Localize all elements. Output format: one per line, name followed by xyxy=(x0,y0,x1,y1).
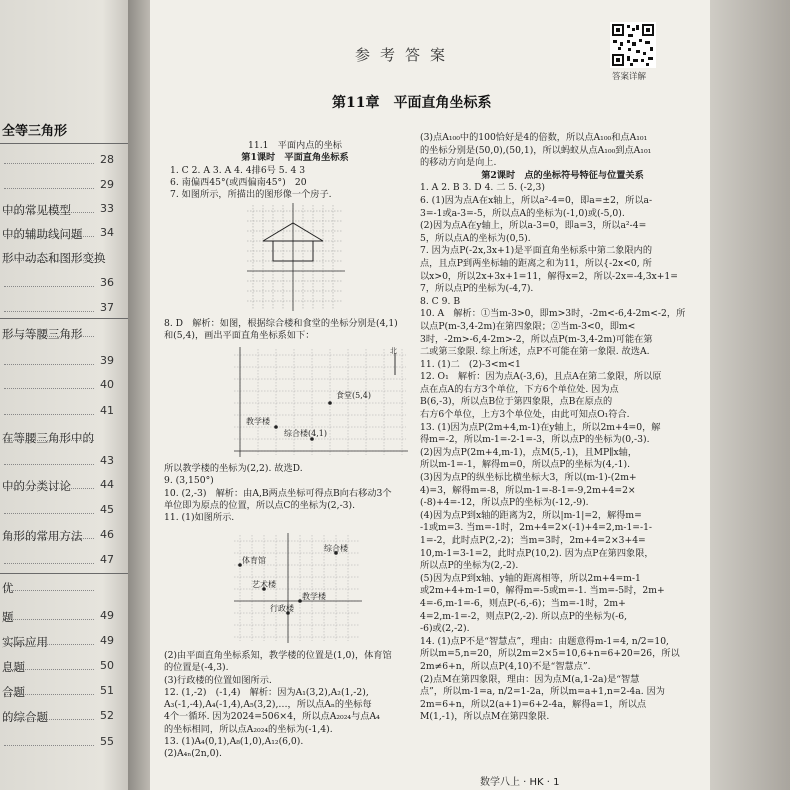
toc-row-title: 中的常见模型 xyxy=(2,203,71,217)
toc-row-title: 形中动态和图形变换 xyxy=(2,251,106,265)
table-edge xyxy=(710,0,790,790)
toc-row-page: 34 xyxy=(100,226,114,239)
grid-label-gym: 体育馆 xyxy=(242,556,266,565)
toc-row-title: 在等腰三角形中的 xyxy=(2,431,94,445)
toc-row-page: 40 xyxy=(100,378,114,391)
answer-line: 12. O₁ 解析：因为点A(-3,6)，且点A在第二象限，所以原 xyxy=(420,371,662,383)
qr-label: 答案详解 xyxy=(612,72,647,82)
grid-label-art: 艺术楼 xyxy=(252,580,276,589)
answer-line: (3)点A₁₀₀中的100恰好是4的倍数，所以点A₁₀₀和点A₁₀₁ xyxy=(420,132,648,143)
answer-line: 2m=6+n，所以2(a+1)=6+2-4a，解得a=1，所以点 xyxy=(420,698,647,710)
answer-line: 3=-1或a-3=-5，所以点A的坐标为(-1,0)或(-5,0). xyxy=(420,207,625,219)
answer-line: (2)点M在第四象限，理由：因为点M(a,1-2a)是“智慧 xyxy=(420,673,640,685)
answer-line: -6)或(2,-2). xyxy=(420,623,470,635)
answer-line: (3)行政楼的位置如图所示. xyxy=(164,674,272,686)
qr-code-icon[interactable] xyxy=(610,22,656,68)
answer-line: 或2m+4+m-1=0，解得m=-5或m=-1. 当m=-5时，2m+ xyxy=(420,585,665,597)
answer-line: (4)因为点P到x轴的距离为2，所以|m-1|=2，解得m= xyxy=(420,509,642,521)
answer-line: 14. (1)点P不是“智慧点”，理由：由题意得m-1=4, n/2=10, xyxy=(420,635,669,647)
grid-label-admin: 行政楼 xyxy=(270,604,294,613)
toc-leader xyxy=(4,388,94,389)
answer-line: 11. (1)二 (2)-3<m<1 xyxy=(420,358,521,370)
book-gutter xyxy=(128,0,150,790)
answer-line: 的位置是(-4,3). xyxy=(164,662,229,674)
toc-row-title: 中的分类讨论 xyxy=(2,479,71,493)
toc-row-title: 合题 xyxy=(2,685,25,699)
answer-line: 1. A 2. B 3. D 4. 二 5. (-2,3) xyxy=(420,182,545,194)
toc-leader xyxy=(4,311,94,312)
divider xyxy=(0,573,128,574)
answer-line: 点”，所以m-1=a, n/2=1-2a，所以m=a+1,n=2-4a. 因为 xyxy=(420,686,665,698)
toc-row-page: 36 xyxy=(100,276,114,289)
grid-label-complex: 综合楼(4,1) xyxy=(284,429,327,438)
toc-row-page: 47 xyxy=(100,553,114,566)
answer-line: 10,m-1=3-1=2，此时点P(10,2). 因为点P在第四象限， xyxy=(420,547,654,559)
answer-line: 7. 如图所示，所描出的图形像一个房子. xyxy=(170,189,332,201)
answer-line: 所以m=5,n=20，所以2m=2×5=10,6+n=6+20=26，所以 xyxy=(420,648,680,660)
answer-line: 4=2,m-1=-2，则点P(2,-2). 所以点P的坐标为(-6, xyxy=(420,610,628,622)
left-column-q8 xyxy=(164,318,424,343)
answer-line: 4个一循环. 因为2024=506×4，所以点A₂₀₂₄与点A₄ xyxy=(164,711,380,723)
answer-line: 8. D 解析：如图，根据综合楼和食堂的坐标分别是(4,1) xyxy=(164,318,398,329)
answer-line: (2)因为点P(2m+4,m-1)，点M(5,-1)，且MP∥x轴， xyxy=(420,446,638,458)
answer-line: 的坐标相同，所以点A₂₀₂₄的坐标为(-1,4). xyxy=(164,723,333,735)
answer-line: M(1,-1)，所以点M在第四象限. xyxy=(420,711,550,723)
answer-line: 二或第三象限. 综上所述，点P不可能在第一象限. 故选A. xyxy=(420,346,650,358)
answer-line: 和(5,4)，画出平面直角坐标系如下： xyxy=(164,330,315,342)
toc-leader xyxy=(4,590,94,591)
grid-label-complex: 综合楼 xyxy=(324,544,348,553)
answer-line: 以x>0，所以2x+3x+1=11，解得x=2，所以-2x=-4,3x+1= xyxy=(420,270,678,282)
toc-row-page: 45 xyxy=(100,503,114,516)
answer-line: 所以点P的坐标为(2,-2). xyxy=(420,560,519,572)
left-column-bottom xyxy=(164,650,429,761)
page-footer: 数学八上 · HK · 1 xyxy=(480,777,560,788)
divider xyxy=(0,318,128,319)
answer-page xyxy=(150,0,710,790)
answer-line: 5，所以点A的坐标为(0,5). xyxy=(420,232,531,244)
answer-line: B(6,-3)，所以点B位于第四象限，点B在原点的 xyxy=(420,396,613,408)
toc-leader xyxy=(4,188,94,189)
toc-leader xyxy=(4,563,94,564)
toc-row-title: 题 xyxy=(2,610,14,624)
answer-line: 所以m-1=-1，解得m=0，所以点P的坐标为(4,-1). xyxy=(420,459,630,471)
divider xyxy=(0,143,128,144)
answer-line: A₃(-1,-4),A₄(-1,4),A₅(3,2),…，所以点Aₙ的坐标每 xyxy=(164,699,372,711)
answer-line: 11.1 平面内点的坐标 xyxy=(248,140,342,151)
answer-line: 13. (1)A₄(0,1),A₈(1,0),A₁₂(6,0). xyxy=(164,736,304,748)
answer-line: 7，所以点P的坐标为(-4,7). xyxy=(420,283,534,295)
answer-line: 点，且点P到两坐标轴的距离之和为11，所以{-2x<0, 所 xyxy=(420,257,652,269)
grid-label-teaching: 教学楼 xyxy=(302,592,326,601)
answer-line: 的移动方向是向上. xyxy=(420,157,497,169)
toc-row-page: 49 xyxy=(100,634,114,647)
house-grid-figure xyxy=(245,203,345,313)
toc-row-page: 49 xyxy=(100,609,114,622)
toc-row-page: 55 xyxy=(100,735,114,748)
answer-line: 7. 因为点P(-2x,3x+1)是平面直角坐标系中第二象限内的 xyxy=(420,245,653,257)
answer-line: 4=-6,m-1=-6，则点P(-6,-6)；当m=-1时，2m+ xyxy=(420,597,626,609)
answer-line: 以点P(m-3,4-2m)在第四象限；②当m-3<0，即m< xyxy=(420,320,636,332)
answer-line: 13. (1)因为点P(2m+4,m-1)在y轴上，所以2m+4=0，解 xyxy=(420,421,661,433)
answer-line: 2m≠6+n，所以点P(4,10)不是“智慧点”. xyxy=(420,660,591,672)
toc-row-page: 41 xyxy=(100,404,114,417)
chapter-title: 第11章 平面直角坐标系 xyxy=(332,95,492,111)
toc-leader xyxy=(4,513,94,514)
toc-row-page: 43 xyxy=(100,454,114,467)
toc-leader xyxy=(4,286,94,287)
toc-row-page: 52 xyxy=(100,709,114,722)
toc-row-title: 的综合题 xyxy=(2,710,48,724)
answer-line: 4)=3，解得m=-8，所以m-1=-8-1=-9,2m+4=2× xyxy=(420,484,636,496)
answer-line: 10. (2,-3) 解析：由A,B两点坐标可得点B向右移动3个 xyxy=(164,487,392,499)
toc-leader xyxy=(4,163,94,164)
answer-line: 所以教学楼的坐标为(2,2). 故选D. xyxy=(164,463,303,474)
grid-label-north: 北 xyxy=(390,347,397,355)
answer-line: (2)A₄ₙ(2n,0). xyxy=(164,748,222,760)
toc-row-title: 角形的常用方法 xyxy=(2,529,83,543)
answer-line: -1或m=3. 当m=-1时，2m+4=2×(-1)+4=2,m-1=-1- xyxy=(420,522,653,534)
answer-line: 6. 南偏西45°(或西偏南45°) 20 xyxy=(170,176,307,188)
toc-heading: 全等三角形 xyxy=(2,124,68,139)
toc-row-page: 50 xyxy=(100,659,114,672)
answer-line: (5)因为点P到x轴、y轴的距离相等，所以2m+4=m-1 xyxy=(420,572,641,584)
answer-line: (2)因为点A在y轴上，所以a-3=0，即a=3，所以a²-4= xyxy=(420,220,647,232)
toc-row-page: 44 xyxy=(100,478,114,491)
left-column-top xyxy=(170,140,420,201)
toc-leader xyxy=(4,619,94,620)
toc-row-title: 中的辅助线问题 xyxy=(2,227,83,241)
toc-row-page: 29 xyxy=(100,178,114,191)
answer-line: 得m=-2，所以m-1=-2-1=-3，所以点P的坐标为(0,-3). xyxy=(420,434,650,446)
toc-row-page: 51 xyxy=(100,684,114,697)
school-grid-figure xyxy=(232,533,362,643)
answer-line: (3)因为点P的纵坐标比横坐标大3，所以(m-1)-(2m+ xyxy=(420,472,637,484)
campus-grid-figure xyxy=(230,345,410,460)
answer-line: 8. C 9. B xyxy=(420,295,461,307)
answer-line: 9. (3,150°) xyxy=(164,475,214,487)
answer-line: 右方6个单位，上方3个单位处，由此可知点O₁符合. xyxy=(420,409,630,421)
toc-row-page: 46 xyxy=(100,528,114,541)
grid-label-canteen: 食堂(5,4) xyxy=(336,391,371,400)
toc-leader xyxy=(4,364,94,365)
answer-line: 3时，-2m>-6,4-2m>-2，所以点P(m-3,4-2m)可能在第 xyxy=(420,333,653,345)
left-column-q9-11 xyxy=(164,463,424,524)
toc-row-page: 39 xyxy=(100,354,114,367)
toc-row-title: 息题 xyxy=(2,660,25,674)
answer-line: 1. C 2. A 3. A 4. 4排6号 5. 4 3 xyxy=(170,164,306,176)
toc-row-title: 实际应用 xyxy=(2,635,48,649)
answer-line: 10. A 解析：①当m-3>0，即m>3时，-2m<-6,4-2m<-2，所 xyxy=(420,308,686,320)
answer-line: 6. (1)因为点A在x轴上，所以a²-4=0，即a=±2，所以a- xyxy=(420,194,653,206)
answer-line: 的坐标分别是(50,0),(50,1)，所以蚂蚁从点A₁₀₀到点A₁₀₁ xyxy=(420,144,652,156)
page-title: 参考答案 xyxy=(355,46,456,64)
answer-line: 第2课时 点的坐标符号特征与位置关系 xyxy=(481,169,644,181)
toc-row-title: 形与等腰三角形 xyxy=(2,327,83,341)
answer-line: 第1课时 平面直角坐标系 xyxy=(241,152,349,164)
answer-line: 单位即为原点的位置，所以点C的坐标为(2,-3). xyxy=(164,499,356,511)
answer-line: 1=-2，此时点P(2,-2)；当m=3时，2m+4=2×3+4= xyxy=(420,535,646,546)
toc-row-page: 28 xyxy=(100,153,114,166)
toc-leader xyxy=(4,464,94,465)
toc-leader xyxy=(4,414,94,415)
answer-line: (-8)+4=-12，所以点P的坐标为(-12,-9). xyxy=(420,497,589,509)
answer-line: 点在点A的右方3个单位，下方6个单位处. 因为点 xyxy=(420,383,619,395)
answer-line: 11. (1)如图所示. xyxy=(164,512,235,524)
right-column xyxy=(420,132,705,724)
toc-leader xyxy=(4,745,94,746)
answer-line: (2)由平面直角坐标系知，教学楼的位置是(1,0)，体育馆 xyxy=(164,650,392,661)
answer-line: 12. (1,-2) (-1,4) 解析：因为A₁(3,2),A₂(1,-2), xyxy=(164,686,369,698)
toc-row-page: 33 xyxy=(100,202,114,215)
grid-label-teaching: 教学楼 xyxy=(246,417,270,426)
toc-row-title: 优 xyxy=(2,581,14,595)
toc-row-page: 37 xyxy=(100,301,114,314)
left-page-toc xyxy=(0,0,128,790)
